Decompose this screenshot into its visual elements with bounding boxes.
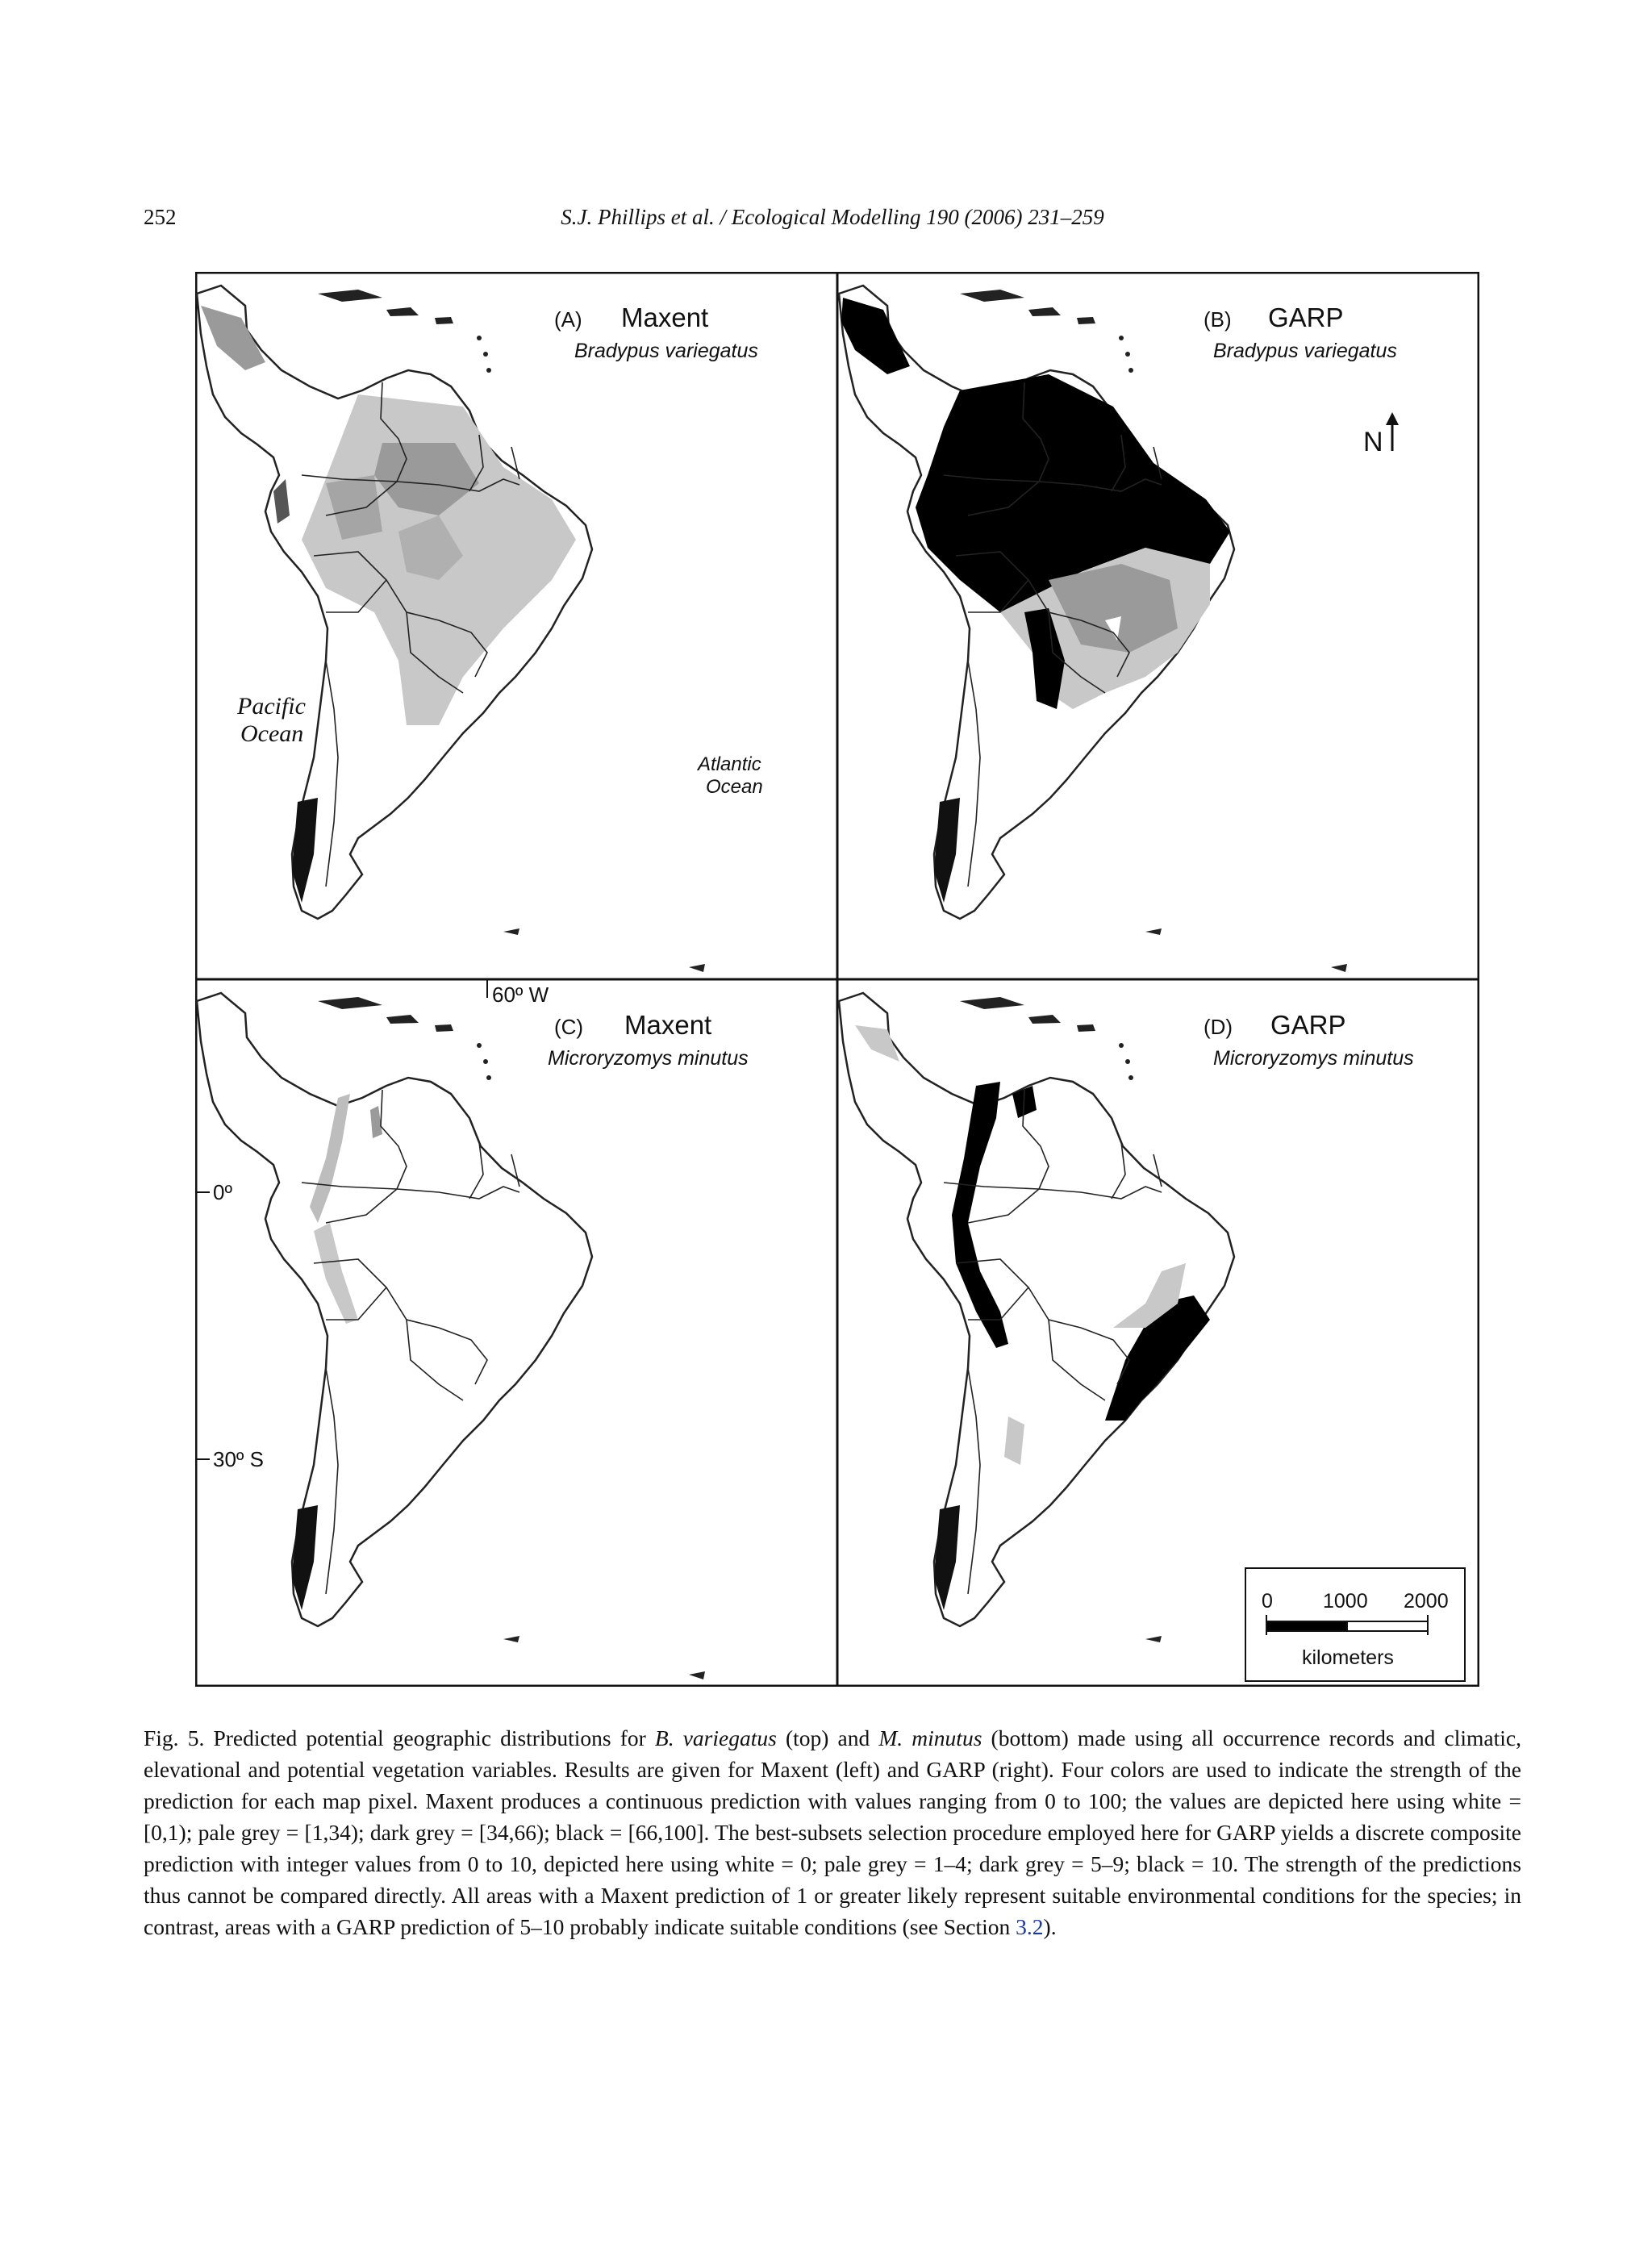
panel-c-method: Maxent: [624, 1010, 712, 1040]
scale-tick-0: 0: [1262, 1590, 1273, 1613]
atlantic-label-line2: Ocean: [706, 776, 763, 798]
atlantic-label-line1: Atlantic: [698, 753, 761, 775]
caption-part-3: (bottom) made using all occurrence records and climatic, elevational and potential vegetation variables. Results are given for Maxent (left) and GARP (right). Four colors are used to indicate the strength of the prediction for each map pixel. Maxent produces a continuous prediction with values ranging from 0 to 100; the values are depicted here using white = [0,1); pale grey = [1,34); dark grey = [34,66); black = [66,100]. The best-subsets selection procedure employed here for GARP yields a discrete composite prediction with integer values from 0 to 10, depicted here using white = 0; pale grey = 1–4; dark grey = 5–9; black = 10. The strength of the predictions thus cannot be compared directly. All areas with a Maxent prediction of 1 or greater likely represent suitable environmental conditions for the species; in contrast, areas with a GARP prediction of 5–10 probably indicate suitable conditions (see Section: [144, 1725, 1521, 1939]
lat-30s-label: 30º S: [213, 1447, 264, 1471]
panel-c-species: Microryzomys minutus: [548, 1047, 749, 1070]
page-number: 252: [144, 205, 177, 229]
panel-a-method: Maxent: [621, 302, 709, 332]
panel-c-label: (C): [554, 1015, 584, 1039]
caption-part-2: (top) and: [776, 1725, 879, 1750]
panel-b-label: (B): [1204, 307, 1232, 332]
panel-b-species: Bradypus variegatus: [1213, 340, 1397, 362]
map-figure: [195, 272, 1479, 1687]
panel-a-species: Bradypus variegatus: [574, 340, 758, 362]
pacific-label-line2: Ocean: [240, 720, 304, 747]
longitude-label: 60º W: [492, 983, 549, 1007]
scale-tick-2000: 2000: [1404, 1590, 1449, 1613]
panel-d-method: GARP: [1270, 1010, 1346, 1040]
caption-species-1: B. variegatus: [654, 1725, 777, 1750]
caption-part-4: ).: [1043, 1914, 1057, 1939]
caption-part-1: Fig. 5. Predicted potential geographic distributions for: [144, 1725, 655, 1750]
journal-reference: S.J. Phillips et al. / Ecological Modelling 190 (2006) 231–259: [561, 205, 1104, 229]
scale-tick-1000: 1000: [1323, 1590, 1368, 1613]
panel-d-species: Microryzomys minutus: [1213, 1047, 1414, 1070]
section-reference-link[interactable]: 3.2: [1016, 1914, 1044, 1939]
figure-5: [195, 272, 1479, 1687]
pacific-label-line1: Pacific: [237, 693, 306, 720]
scale-unit: kilometers: [1302, 1646, 1394, 1669]
north-label: N: [1363, 427, 1383, 457]
scale-bar: [1245, 1568, 1465, 1681]
panel-a-label: (A): [554, 307, 582, 332]
caption-species-2: M. minutus: [878, 1725, 982, 1750]
panel-b-method: GARP: [1268, 302, 1344, 332]
equator-label: 0º: [213, 1180, 232, 1204]
panel-d-label: (D): [1204, 1015, 1233, 1039]
running-head: [144, 205, 1521, 237]
figure-caption: [144, 1722, 1521, 1942]
